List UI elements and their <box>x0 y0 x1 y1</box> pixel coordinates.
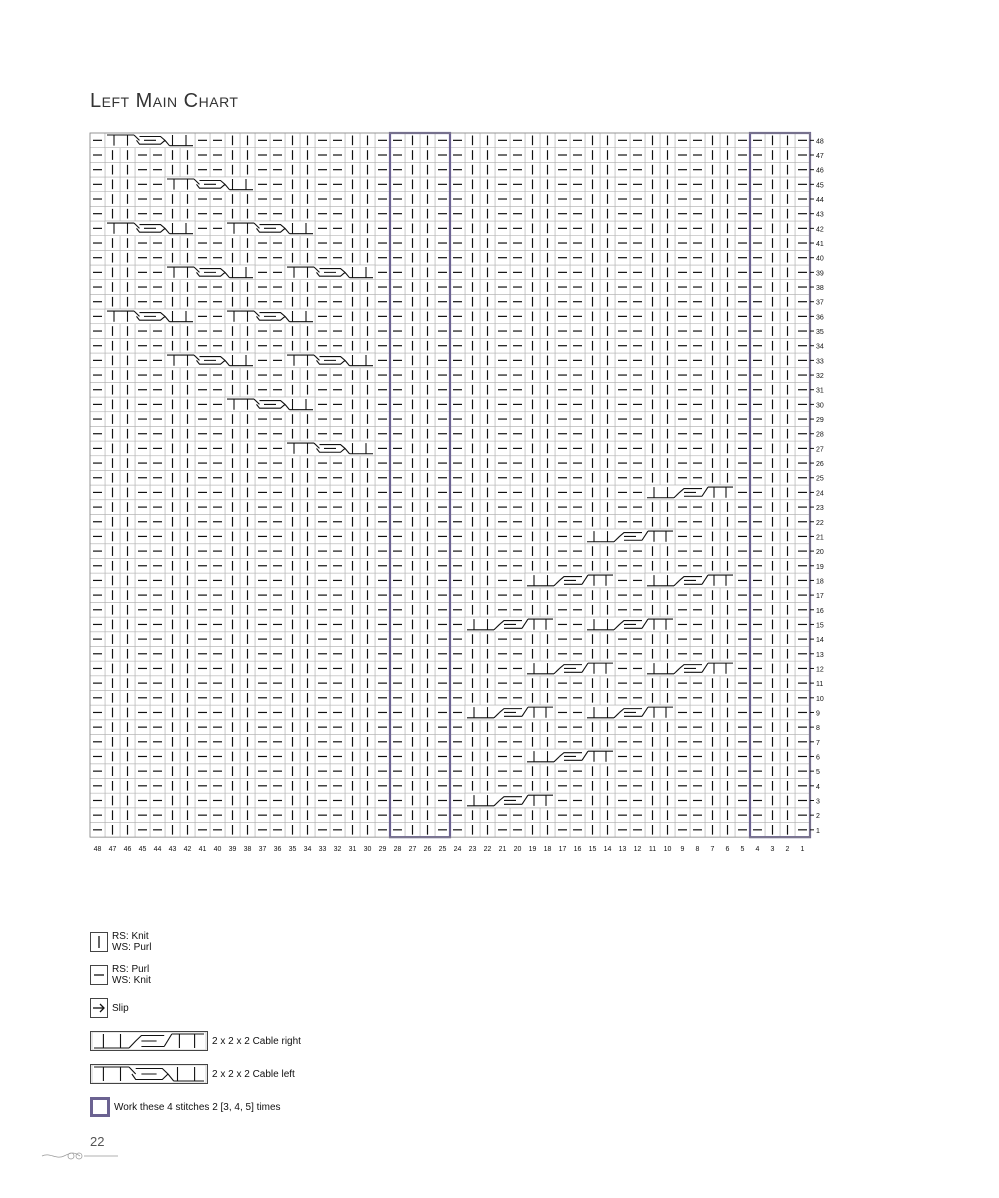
chart-legend <box>90 930 301 1128</box>
page-title: Left Main Chart <box>90 90 239 112</box>
legend-label-cable-left: 2 x 2 x 2 Cable left <box>212 1068 295 1080</box>
column-label: 17 <box>558 846 567 854</box>
column-label: 19 <box>528 846 537 854</box>
row-label: 7 <box>816 739 820 747</box>
row-label: 22 <box>816 519 824 527</box>
column-label: 46 <box>123 846 132 854</box>
column-label: 12 <box>633 846 642 854</box>
row-label: 15 <box>816 622 824 630</box>
cable-left-mark <box>165 177 255 192</box>
column-label: 48 <box>93 846 102 854</box>
cable-left-icon <box>90 1064 208 1084</box>
column-label: 32 <box>333 846 342 854</box>
column-label: 9 <box>680 846 685 854</box>
row-label: 13 <box>816 651 824 659</box>
cable-right-mark <box>585 705 675 720</box>
row-label: 36 <box>816 314 824 322</box>
row-label: 10 <box>816 695 824 703</box>
row-label: 48 <box>816 138 824 146</box>
legend-label-purl: RS: Purl WS: Knit <box>112 964 151 986</box>
row-label: 3 <box>816 798 820 806</box>
repeat-box-icon <box>90 1097 110 1117</box>
column-label: 15 <box>588 846 597 854</box>
column-label: 39 <box>228 846 237 854</box>
row-label: 9 <box>816 710 820 718</box>
column-label: 21 <box>498 846 507 854</box>
cable-left-mark <box>105 309 195 324</box>
slip-arrow-icon <box>90 998 108 1018</box>
column-label: 35 <box>288 846 297 854</box>
row-label: 35 <box>816 329 824 337</box>
legend-label-knit: RS: Knit WS: Purl <box>112 931 152 953</box>
cable-right-mark <box>465 705 555 720</box>
cable-left-mark <box>105 133 195 148</box>
row-label: 33 <box>816 358 824 366</box>
row-label: 14 <box>816 637 824 645</box>
row-label: 11 <box>816 681 824 689</box>
row-label: 23 <box>816 505 824 513</box>
column-label: 34 <box>303 846 312 854</box>
column-label: 36 <box>273 846 282 854</box>
cable-right-mark <box>525 661 615 676</box>
row-label: 25 <box>816 475 824 483</box>
legend-item-cable-left <box>90 1062 301 1086</box>
column-label: 40 <box>213 846 222 854</box>
row-label: 17 <box>816 593 824 601</box>
row-label: 21 <box>816 534 824 542</box>
row-label: 28 <box>816 431 824 439</box>
column-label: 14 <box>603 846 612 854</box>
cable-left-mark <box>285 265 375 280</box>
column-label: 13 <box>618 846 627 854</box>
row-label: 41 <box>816 241 824 249</box>
column-label: 23 <box>468 846 477 854</box>
row-label: 26 <box>816 461 824 469</box>
legend-item-purl <box>90 963 301 987</box>
row-label: 39 <box>816 270 824 278</box>
column-label: 3 <box>770 846 775 854</box>
knit-symbol-icon <box>90 932 108 952</box>
legend-item-repeat <box>90 1095 301 1119</box>
row-label: 43 <box>816 211 824 219</box>
legend-item-slip <box>90 996 301 1020</box>
column-label: 47 <box>108 846 117 854</box>
legend-label-repeat: Work these 4 stitches 2 [3, 4, 5] times <box>114 1101 281 1113</box>
cable-left-mark <box>165 265 255 280</box>
legend-item-knit <box>90 930 301 954</box>
column-label: 24 <box>453 846 462 854</box>
legend-cable-left-mark <box>92 1065 206 1083</box>
column-label: 7 <box>710 846 715 854</box>
column-label: 41 <box>198 846 207 854</box>
row-label: 18 <box>816 578 824 586</box>
row-label: 24 <box>816 490 824 498</box>
cable-left-mark <box>285 441 375 456</box>
row-label: 19 <box>816 563 824 571</box>
column-label: 25 <box>438 846 447 854</box>
row-label: 40 <box>816 255 824 263</box>
row-label: 5 <box>816 769 820 777</box>
row-label: 2 <box>816 813 820 821</box>
cable-right-mark <box>645 661 735 676</box>
column-label: 31 <box>348 846 357 854</box>
column-label: 18 <box>543 846 552 854</box>
row-label: 1 <box>816 827 820 835</box>
column-label: 42 <box>183 846 192 854</box>
footer-ornament-icon <box>40 1148 120 1164</box>
row-label: 32 <box>816 373 824 381</box>
row-label: 34 <box>816 343 824 351</box>
cable-right-mark <box>645 485 735 500</box>
cable-right-mark <box>465 617 555 632</box>
column-label: 27 <box>408 846 417 854</box>
row-label: 45 <box>816 182 824 190</box>
column-label: 44 <box>153 846 162 854</box>
cable-right-mark <box>585 529 675 544</box>
column-label: 28 <box>393 846 402 854</box>
row-label: 20 <box>816 549 824 557</box>
cable-right-icon <box>90 1031 208 1051</box>
row-label: 27 <box>816 446 824 454</box>
column-label: 16 <box>573 846 582 854</box>
column-label: 30 <box>363 846 372 854</box>
cable-right-mark <box>465 793 555 808</box>
page-number: 22 <box>90 1134 105 1149</box>
row-label: 47 <box>816 153 824 161</box>
row-label: 6 <box>816 754 820 762</box>
row-label: 42 <box>816 226 824 234</box>
column-label: 26 <box>423 846 432 854</box>
row-label: 29 <box>816 417 824 425</box>
column-label: 43 <box>168 846 177 854</box>
cable-left-mark <box>225 309 315 324</box>
cable-left-mark <box>285 353 375 368</box>
column-label: 10 <box>663 846 672 854</box>
column-label: 37 <box>258 846 267 854</box>
row-label: 30 <box>816 402 824 410</box>
row-label: 46 <box>816 167 824 175</box>
column-label: 11 <box>648 846 657 854</box>
row-label: 16 <box>816 607 824 615</box>
column-label: 45 <box>138 846 147 854</box>
purl-symbol-icon <box>90 965 108 985</box>
column-label: 2 <box>785 846 790 854</box>
cable-right-mark <box>645 573 735 588</box>
column-label: 6 <box>725 846 730 854</box>
column-label: 33 <box>318 846 327 854</box>
legend-item-cable-right <box>90 1029 301 1053</box>
column-label: 8 <box>695 846 700 854</box>
row-label: 12 <box>816 666 824 674</box>
column-label: 5 <box>740 846 745 854</box>
cable-left-mark <box>105 221 195 236</box>
column-label: 20 <box>513 846 522 854</box>
column-label: 22 <box>483 846 492 854</box>
cable-right-mark <box>525 573 615 588</box>
column-label: 38 <box>243 846 252 854</box>
cable-left-mark <box>225 221 315 236</box>
column-label: 4 <box>755 846 760 854</box>
row-label: 37 <box>816 299 824 307</box>
row-label: 31 <box>816 387 824 395</box>
row-label: 8 <box>816 725 820 733</box>
column-label: 1 <box>800 846 805 854</box>
column-label: 29 <box>378 846 387 854</box>
row-label: 38 <box>816 285 824 293</box>
legend-cable-right-mark <box>92 1032 206 1050</box>
cable-right-mark <box>585 617 675 632</box>
cable-right-mark <box>525 749 615 764</box>
legend-label-cable-right: 2 x 2 x 2 Cable right <box>212 1035 301 1047</box>
cable-left-mark <box>225 397 315 412</box>
row-label: 44 <box>816 197 824 205</box>
row-label: 4 <box>816 783 820 791</box>
cable-left-mark <box>165 353 255 368</box>
legend-label-slip: Slip <box>112 1002 129 1014</box>
